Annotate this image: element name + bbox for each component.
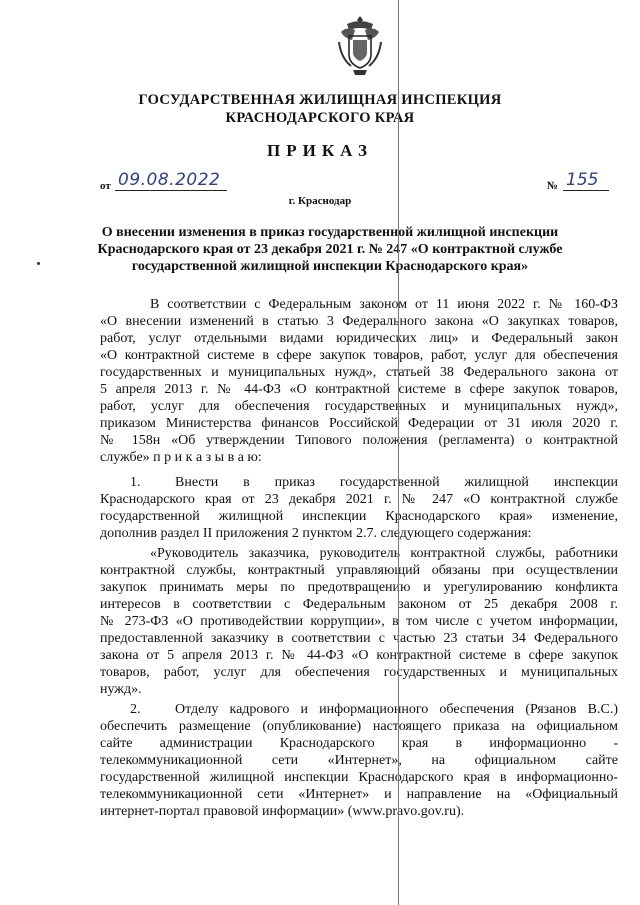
body-line: государственной жилищной инспекции Краснодарского края» изменение,: [100, 509, 618, 524]
quote-line: интересов в соответствии с Федеральным законом от 25 декабря 2008 г.: [100, 597, 618, 612]
item-number-1: 1.: [130, 475, 141, 490]
body-line: дополнив раздел II приложения 2 пунктом 2.7. следующего содержания:: [100, 526, 532, 541]
quote-line: № 273-ФЗ «О противодействии коррупции», в том числе с учетом информации,: [100, 614, 618, 629]
body-line: Отделу кадрового и информационного обеспечения (Рязанов В.С.): [175, 702, 618, 717]
body-line: телекоммуникационной сети «Интернет», на официальном сайте: [100, 753, 618, 768]
quote-line: товаров, работ, услуг для обеспечения государственных и муниципальных: [100, 665, 618, 680]
body-line: государственных и муниципальных нужд», статьей 38 Федерального закона от: [100, 365, 618, 380]
title-line-2: Краснодарского края от 23 декабря 2021 г. № 247 «О контрактной службе: [97, 242, 563, 257]
body-line: обеспечить размещение (опубликование) настоящего приказа на официальном: [100, 719, 618, 734]
date-handwritten: 09.08.2022: [118, 170, 221, 190]
document-type-title: ПРИКАЗ: [267, 141, 373, 160]
quote-line: закона от 5 апреля 2013 г. № 44-ФЗ «О контрактной системе в сфере закупок: [100, 648, 618, 663]
body-line: «О внесении изменений в статью 3 Федерального закона «О закупках товаров,: [100, 314, 618, 329]
quote-line: «Руководитель заказчика, руководитель контрактной службы, работники: [150, 546, 618, 561]
title-line-1: О внесении изменения в приказ государственной жилищной инспекции: [101, 225, 559, 240]
body-line: интернет-портал правовой информации» (www.pravo.gov.ru).: [100, 804, 465, 819]
quote-line: предоставленной заказчику в соответствии с частью 23 статьи 34 Федерального: [100, 631, 618, 646]
date-label: от: [100, 180, 111, 192]
margin-mark: [37, 262, 40, 265]
body-line: В соответствии с Федеральным законом от 11 июня 2022 г. № 160-ФЗ: [150, 297, 618, 312]
agency-name-line1: ГОСУДАРСТВЕННАЯ ЖИЛИЩНАЯ ИНСПЕКЦИЯ: [138, 92, 502, 108]
city-label: г. Краснодар: [288, 195, 352, 207]
quote-line: нужд».: [100, 682, 142, 697]
body-line: работ, услуг для обеспечения государственных и муниципальных нужд»,: [100, 399, 618, 414]
title-line-3: государственной жилищной инспекции Краснодарского края»: [131, 259, 529, 274]
item-number-2: 2.: [130, 702, 141, 717]
body-line: приказом Министерства финансов Российской Федерации от 31 июля 2020 г.: [100, 416, 618, 431]
quote-line: закупок принимать меры по предотвращению и урегулированию конфликта: [100, 580, 618, 595]
body-line: телекоммуникационной сети «Интернет» и направление на «Официальный: [100, 787, 618, 802]
number-label: №: [547, 180, 559, 192]
body-line: Внести в приказ государственной жилищной инспекции: [175, 475, 618, 490]
number-handwritten: 155: [566, 170, 599, 190]
body-line: государственной жилищной инспекции Краснодарского края в информационно-: [100, 770, 618, 785]
body-line: 5 апреля 2013 г. № 44-ФЗ «О контрактной системе в сфере закупок товаров,: [100, 382, 618, 397]
coat-of-arms-emblem-icon: [335, 12, 385, 78]
body-line: Краснодарского края от 23 декабря 2021 г. № 247 «О контрактной службе: [100, 492, 618, 507]
body-line: № 158н «Об утверждении Типового положения (регламента) о контрактной: [100, 433, 618, 448]
body-line: «О контрактной системе в сфере закупок товаров, работ, услуг для обеспечения: [100, 348, 618, 363]
body-line: сайте администрации Краснодарского края в информационно -: [100, 736, 618, 751]
number-underline: [563, 190, 609, 191]
body-line: работ, услуг отдельными видами юридических лиц» и Федеральный закон: [100, 331, 618, 346]
agency-name-line2: КРАСНОДАРСКОГО КРАЯ: [225, 110, 415, 126]
body-line: службе» п р и к а з ы в а ю:: [100, 450, 262, 465]
scan-fold-line: [398, 0, 399, 905]
quote-line: контрактной службы, контрактный управляющий обязаны при осуществлении: [100, 563, 618, 578]
date-underline: [115, 190, 227, 191]
